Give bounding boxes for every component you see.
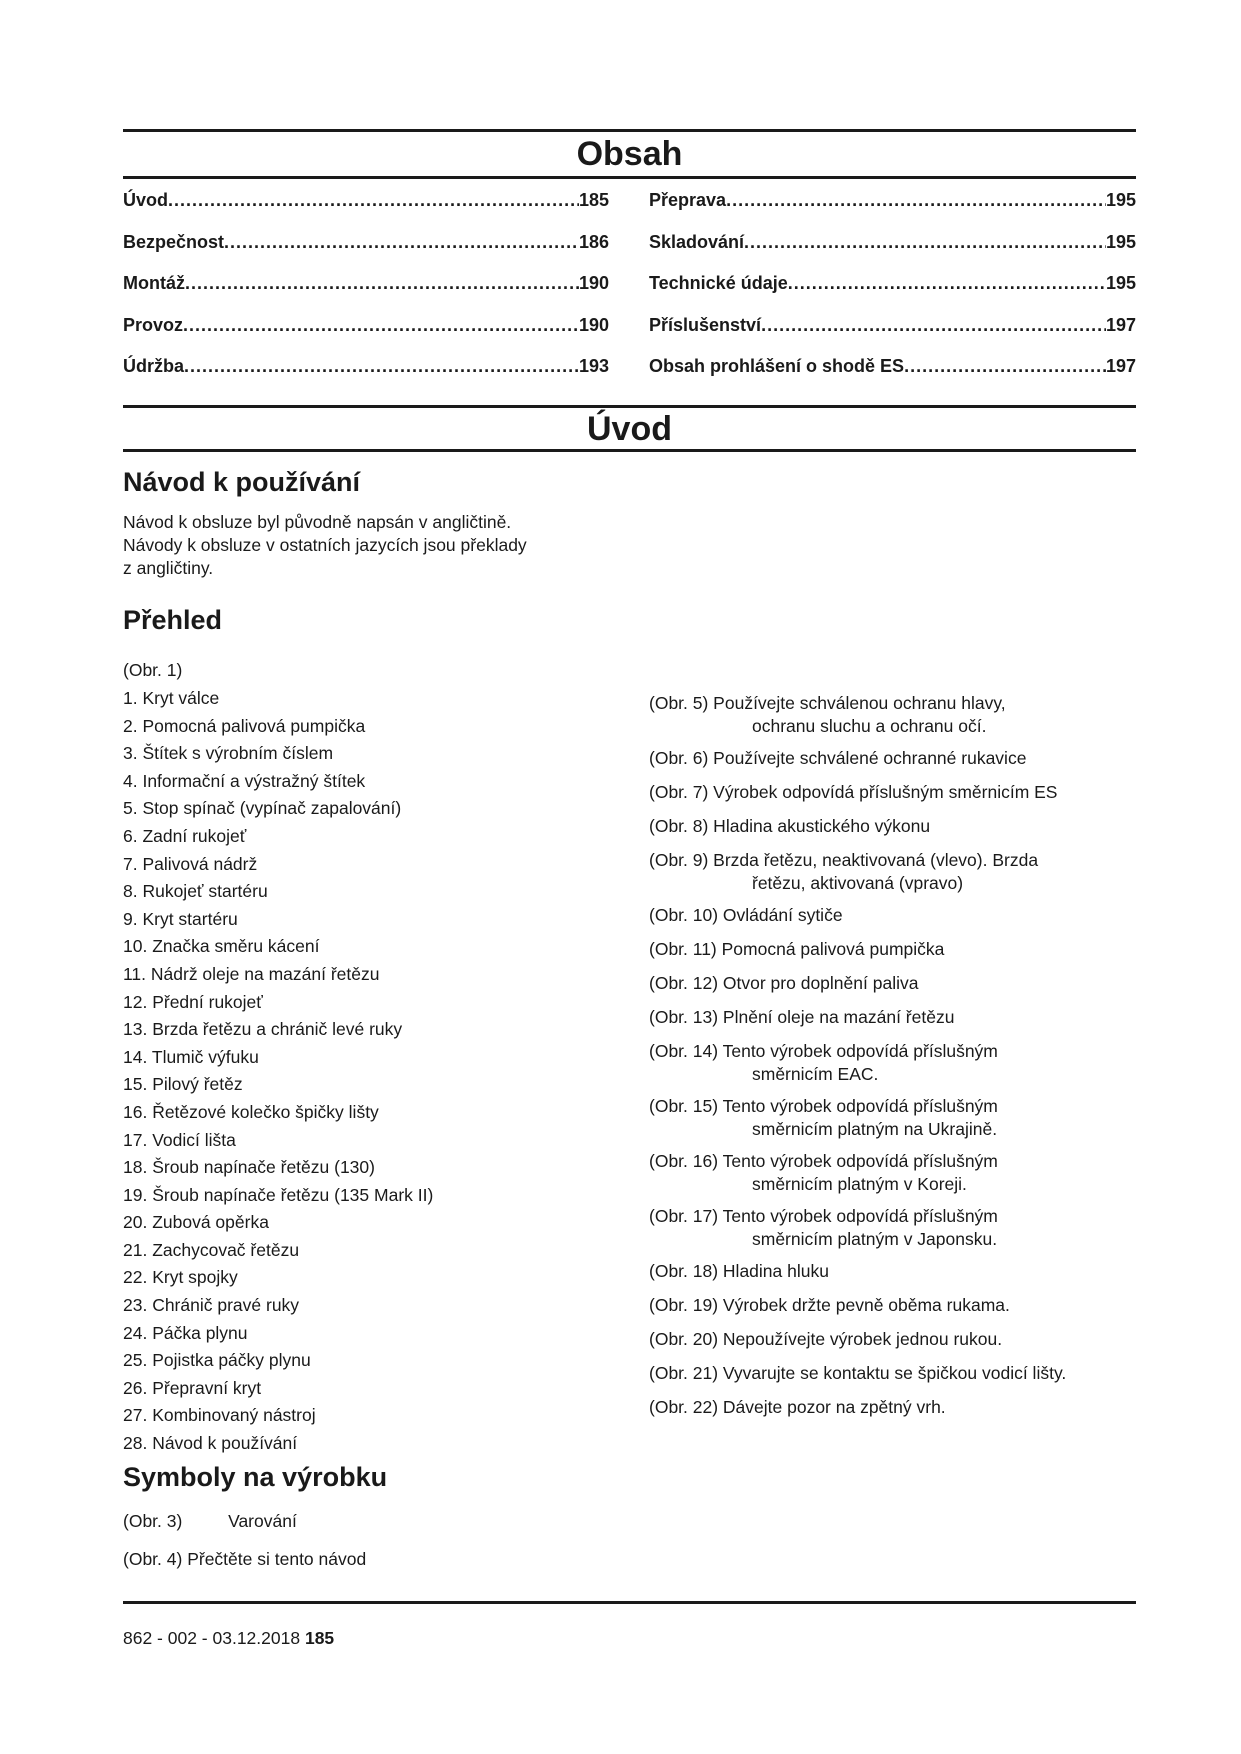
toc-entry-label: Provoz [123,314,184,335]
toc-entry-label: Technické údaje [649,273,788,293]
symbol-item [649,1328,1136,1351]
footer-doc-ref: 862 - 002 - 03.12.2018 [123,1628,301,1648]
overview-list-item: 26. Přepravní kryt [123,1377,262,1398]
toc-bottom-rule [123,176,1136,179]
toc-entry-page: 185 [578,190,609,210]
symbol-item [649,1396,1136,1419]
overview-heading: Přehled [123,605,223,635]
symbols-right-list [649,692,1136,1430]
symbol-line: (Obr. 14) Tento výrobek odpovídá příslušným [649,1041,998,1061]
overview-list-item: 13. Brzda řetězu a chránič levé ruky [123,1019,403,1040]
symbol-line-continued: směrnicím EAC. [752,1064,879,1084]
toc-entry [123,315,609,357]
overview-figure-ref: (Obr. 1) [123,660,183,680]
symbol-line: (Obr. 9) Brzda řetězu, neaktivovaná (vlevo). Brzda [649,850,1039,870]
overview-list-item: 22. Kryt spojky [123,1267,238,1288]
toc-entry-page: 195 [1105,190,1136,210]
symbol-line-continued: směrnicím platným v Japonsku. [752,1229,998,1249]
overview-list-item: 16. Řetězové kolečko špičky lišty [123,1101,379,1122]
symbol-line-continued: ochranu sluchu a ochranu očí. [752,716,987,736]
toc-entry [649,315,1136,357]
symbol-text: Přečtěte si tento návod [187,1549,367,1569]
toc-entry-label: Bezpečnost [123,231,225,252]
symbol-line-continued: směrnicím platným na Ukrajině. [752,1119,998,1139]
symbol-line-continued: směrnicím platným v Koreji. [752,1174,967,1194]
toc-entry-page: 197 [1105,356,1136,376]
manual-line: Návody k obsluze v ostatních jazycích jsou překlady [123,535,527,555]
symbol-item [649,849,1136,895]
toc-entry [123,190,609,232]
toc-entry [123,232,609,274]
manual-heading: Návod k používání [123,467,361,497]
symbol-line: (Obr. 13) Plnění oleje na mazání řetězu [649,1007,955,1027]
overview-list-item: 19. Šroub napínače řetězu (135 Mark II) [123,1184,434,1205]
overview-list-item: 21. Zachycovač řetězu [123,1239,300,1260]
symbol-line: (Obr. 10) Ovládání sytiče [649,905,843,925]
overview-list-item: 10. Značka směru kácení [123,936,320,957]
toc-entry-label: Montáž [123,273,185,293]
symbols-heading: Symboly na výrobku [123,1462,388,1492]
toc-entry-page: 197 [1105,314,1136,335]
toc-entry [649,190,1136,232]
overview-list-item: 27. Kombinovaný nástroj [123,1405,316,1426]
overview-list-item: 3. Štítek s výrobním číslem [123,743,334,764]
toc-leader-dots [185,273,579,294]
toc-top-rule [123,129,1136,132]
toc-entry-label: Obsah prohlášení o shodě ES [649,356,905,376]
symbol-line: (Obr. 16) Tento výrobek odpovídá příslušným [649,1151,998,1171]
symbol-item [649,1040,1136,1086]
overview-list-item: 25. Pojistka páčky plynu [123,1350,311,1371]
overview-list-item: 12. Přední rukojeť [123,991,263,1012]
toc-entry [123,356,609,398]
symbol-line: (Obr. 5) Používejte schválenou ochranu hlavy, [649,693,1006,713]
overview-list-item: 8. Rukojeť startéru [123,881,268,902]
overview-list-item: 6. Zadní rukojeť [123,825,247,846]
symbol-ref: (Obr. 4) [123,1549,183,1569]
manual-line: z angličtiny. [123,558,214,578]
symbol-item [649,1006,1136,1029]
symbol-line: (Obr. 8) Hladina akustického výkonu [649,816,931,836]
manual-paragraph [123,511,593,580]
symbol-line: (Obr. 20) Nepoužívejte výrobek jednou rukou. [649,1329,1003,1349]
overview-list-item: 18. Šroub napínače řetězu (130) [123,1157,375,1178]
intro-top-rule [123,405,1136,408]
symbol-item [649,1362,1136,1385]
symbol-line: (Obr. 11) Pomocná palivová pumpička [649,939,945,959]
overview-list-item: 11. Nádrž oleje na mazání řetězu [123,963,380,984]
toc-entry-page: 193 [578,356,609,376]
overview-list-item: 24. Páčka plynu [123,1322,248,1343]
toc-entry [123,273,609,315]
toc-entry-label: Údržba [123,356,185,376]
overview-list-item: 4. Informační a výstražný štítek [123,770,366,791]
overview-list-item: 7. Palivová nádrž [123,853,258,874]
symbol-item [649,1205,1136,1251]
toc-leader-dots [744,232,1106,253]
overview-list [123,685,603,1458]
overview-list-item: 23. Chránič pravé ruky [123,1295,300,1316]
toc-entry-page: 190 [578,273,609,293]
toc-entry-page: 195 [1105,273,1136,293]
toc-entry-label: Skladování [649,231,745,252]
overview-list-item: 5. Stop spínač (vypínač zapalování) [123,798,402,819]
toc-entry-page: 195 [1105,231,1136,252]
toc-leader-dots [224,232,579,253]
symbol-item [649,1150,1136,1196]
symbol-line: (Obr. 7) Výrobek odpovídá příslušným směrnicím ES [649,782,1058,802]
document-page [123,0,1136,1754]
symbol-item [649,747,1136,770]
symbol-line: (Obr. 12) Otvor pro doplnění paliva [649,973,919,993]
overview-list-item: 28. Návod k používání [123,1433,298,1454]
symbol-line: (Obr. 18) Hladina hluku [649,1261,829,1281]
page-footer [123,1628,334,1649]
toc-entry-label: Příslušenství [649,314,762,335]
toc-leader-dots [726,190,1106,211]
symbol-item [123,1548,603,1571]
manual-line: Návod k obsluze byl původně napsán v angličtině. [123,512,512,532]
toc-entry-page: 190 [578,314,609,335]
footer-page-number: 185 [304,1628,335,1648]
overview-list-item: 17. Vodicí lišta [123,1129,236,1150]
toc-entry-page: 186 [578,231,609,252]
symbol-line: (Obr. 21) Vyvarujte se kontaktu se špičkou vodicí lišty. [649,1363,1067,1383]
symbol-text: Varování [228,1511,297,1531]
toc-leader-dots [168,190,579,211]
toc-leader-dots [788,273,1106,294]
overview-list-item: 15. Pilový řetěz [123,1074,243,1095]
symbol-line-continued: řetězu, aktivovaná (vpravo) [752,873,964,893]
symbol-item [649,904,1136,927]
symbol-line: (Obr. 22) Dávejte pozor na zpětný vrh. [649,1397,946,1417]
symbol-ref: (Obr. 3) [123,1511,183,1531]
symbol-item [123,1510,603,1533]
footer-rule [123,1601,1136,1604]
overview-list-item: 1. Kryt válce [123,688,220,708]
toc-entry [649,232,1136,274]
symbol-item [649,1260,1136,1283]
symbol-line: (Obr. 19) Výrobek držte pevně oběma rukama. [649,1295,1010,1315]
toc-leader-dots [183,315,579,336]
symbol-item [649,972,1136,995]
toc-right-column [649,190,1136,398]
symbol-line: (Obr. 6) Používejte schválené ochranné rukavice [649,748,1027,768]
symbol-line: (Obr. 15) Tento výrobek odpovídá příslušným [649,1096,998,1116]
symbol-line: (Obr. 17) Tento výrobek odpovídá příslušným [649,1206,998,1226]
symbol-item [649,781,1136,804]
toc-left-column [123,190,609,398]
overview-list-item: 9. Kryt startéru [123,908,238,929]
toc-entry-label: Úvod [123,190,168,210]
toc-leader-dots [761,315,1106,336]
intro-title: Úvod [587,410,672,448]
symbol-item [649,692,1136,738]
toc-entry [649,273,1136,315]
intro-bottom-rule [123,449,1136,452]
toc-entry-label: Přeprava [649,190,727,210]
overview-list-item: 14. Tlumič výfuku [123,1046,259,1067]
symbol-item [649,815,1136,838]
toc-title: Obsah [576,135,683,173]
overview-list-item: 2. Pomocná palivová pumpička [123,715,366,736]
symbol-item [649,938,1136,961]
symbol-item [649,1095,1136,1141]
toc-leader-dots [184,356,579,377]
symbol-item [649,1294,1136,1317]
overview-list-item: 20. Zubová opěrka [123,1212,269,1233]
toc-leader-dots [904,356,1106,377]
toc-entry [649,356,1136,398]
